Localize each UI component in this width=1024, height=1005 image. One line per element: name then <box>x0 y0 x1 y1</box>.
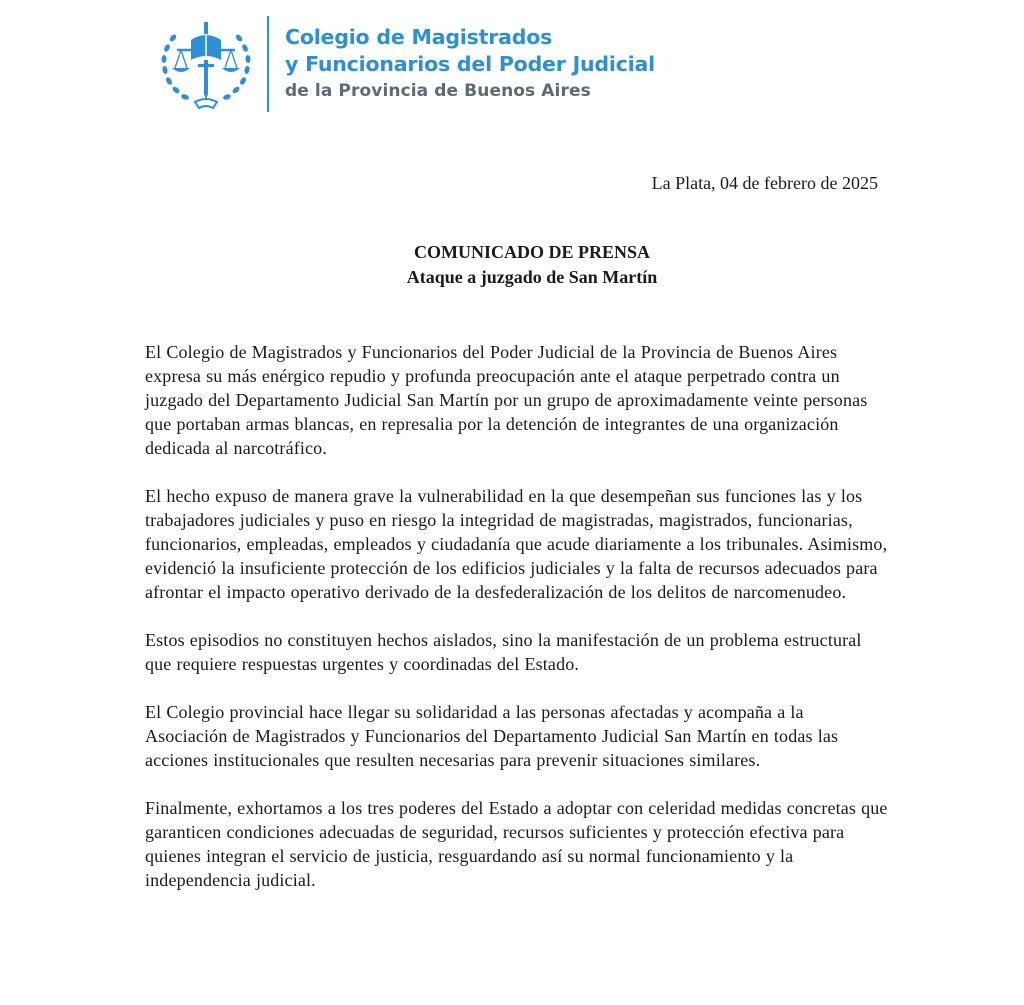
org-name-line-2: y Funcionarios del Poder Judicial <box>285 51 655 76</box>
paragraph: El Colegio de Magistrados y Funcionarios del Poder Judicial de la Provincia de Buenos Aires expresa su más enérgico repudio y profunda preocupación ante el ataque perpetrado contra un juzgado del Departamento Judicial San Martín por un grupo de aproximadamente veinte personas que portaban armas blancas, en represalia por la detención de integrantes de una organización dedicada al narcotráfico. <box>145 342 868 458</box>
paragraph: Estos episodios no constituyen hechos aislados, sino la manifestación de un problema estructural que requiere respuestas urgentes y coordinadas del Estado. <box>145 630 862 674</box>
document-body <box>145 340 890 916</box>
document-title: COMUNICADO DE PRENSA <box>413 242 650 262</box>
title-block <box>0 240 1024 290</box>
colegio-emblem-icon <box>155 16 257 112</box>
paragraph: Finalmente, exhortamos a los tres poderes del Estado a adoptar con celeridad medidas concretas que garanticen condiciones adecuadas de seguridad, recursos suficientes y protección efectiva para quienes integran el servicio de justicia, resguardando así su normal funcionamiento y la independencia judicial. <box>145 798 888 890</box>
document-subtitle: Ataque a juzgado de San Martín <box>406 267 658 287</box>
header-divider <box>267 16 269 112</box>
paragraph: El hecho expuso de manera grave la vulnerabilidad en la que desempeñan sus funciones las y los trabajadores judiciales y puso en riesgo la integridad de magistradas, magistrados, funcionarias, funcionarios, empleadas, empleados y ciudadanía que acude diariamente a los tribunales. Asimismo, evidenció la insuficiente protección de los edificios judiciales y la falta de recursos adecuados para afrontar el impacto operativo derivado de la desfederalización de los delitos de narcomenudeo. <box>145 486 888 602</box>
org-name-line-1: Colegio de Magistrados <box>285 24 553 49</box>
org-name-line-3: de la Provincia de Buenos Aires <box>285 80 591 101</box>
letterhead <box>155 14 655 114</box>
document-date: La Plata, 04 de febrero de 2025 <box>651 173 878 193</box>
paragraph: El Colegio provincial hace llegar su solidaridad a las personas afectadas y acompaña a la Asociación de Magistrados y Funcionarios del Departamento Judicial San Martín en todas las acciones institucionales que resulten necesarias para prevenir situaciones similares. <box>145 702 839 770</box>
organization-name <box>285 24 655 105</box>
